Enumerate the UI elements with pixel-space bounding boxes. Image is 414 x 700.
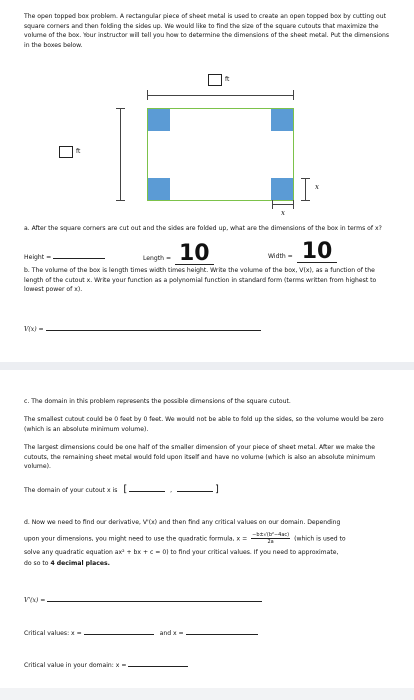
intro-paragraph: The open topped box problem. A rectangular piece of sheet metal is used to create an open topped box by cutting out square corners and then folding the sides up. We would like to find the size of the square cutouts that maximize the volume of the box. Your instructor will tell you how to determine the dimensions of the sheet metal. Put the dimensions in the boxes below. [24, 13, 390, 49]
top-dimension-tick-right [293, 90, 294, 100]
part-d-line2 [24, 532, 404, 545]
volume-row [24, 323, 261, 335]
bottom-x-tick-left [272, 200, 273, 209]
height-answer-field[interactable] [53, 251, 105, 259]
part-b-question: b. The volume of the box is length times width times height. Write the volume of the box, V(x), as a function of the length of the cutout x. Write your function as a polynomial function in standard form (terms written from highest to lowest power of x). [24, 267, 377, 293]
corner-cutout-bottom-right [271, 178, 293, 200]
right-x-label: x [315, 183, 319, 191]
critical-value-1-field[interactable] [84, 627, 154, 635]
part-d-line4 [24, 559, 394, 569]
bottom-x-label: x [281, 209, 285, 217]
sheet-width-input[interactable] [59, 146, 73, 158]
critical-in-domain-label: Critical value in your domain: x = [24, 662, 127, 669]
domain-comma: , [170, 487, 173, 494]
volume-answer-field[interactable] [46, 323, 261, 331]
part-a-question: a. After the square corners are cut out and the sides are folded up, what are the dimensions of the box in terms of x? [24, 225, 382, 232]
critical-and-label: and x = [159, 630, 184, 637]
width-row [268, 239, 337, 264]
part-d-line4-bold: 4 decimal places. [50, 560, 110, 567]
length-answer-field[interactable]: 10 [175, 244, 214, 265]
part-d-line3: solve any quadratic equation ax² + bx + c = 0) to find your critical values. If you need to approximate, [24, 549, 339, 556]
derivative-label: V'(x) = [24, 597, 46, 604]
sheet-length-input[interactable] [208, 74, 222, 86]
left-dimension-tick-top [116, 108, 125, 109]
corner-cutout-bottom-left [148, 178, 170, 200]
domain-close-bracket: ] [214, 484, 219, 495]
length-row [143, 241, 214, 266]
domain-label: The domain of your cutout x is [24, 487, 118, 494]
critical-values-row [24, 627, 258, 639]
critical-in-domain-row [24, 659, 188, 671]
derivative-row [24, 594, 262, 606]
formula-denominator: 2a [267, 539, 274, 545]
critical-value-2-field[interactable] [186, 627, 258, 635]
derivative-answer-field[interactable] [47, 594, 262, 602]
bottom-x-line [272, 204, 294, 205]
part-c-largest: The largest dimensions could be one half of the smaller dimension of your piece of sheet metal. After we make the cutouts, the remaining sheet metal would fold upon itself and have no volume (which is also an absolute minimum volume). [24, 444, 376, 470]
top-dimension-line [147, 95, 294, 96]
right-x-tick-top [301, 178, 310, 179]
corner-cutout-top-right [271, 109, 293, 131]
part-d-line4-pre: do so to [24, 560, 49, 567]
bottom-x-tick-right [293, 200, 294, 209]
part-c-smallest: The smallest cutout could be 0 feet by 0 feet. We would not be able to fold up the sides, so the volume would be zero (which is an absolute minimum volume). [24, 416, 384, 433]
part-d-line2-post: (which is used to [294, 535, 346, 543]
domain-row [24, 484, 219, 496]
right-x-line [305, 178, 306, 200]
part-d-line2-pre: upon your dimensions, you might need to use the quadratic formula, x = [24, 535, 248, 543]
bottom-toolbar-strip [0, 688, 414, 700]
height-row [24, 251, 105, 263]
part-c-intro: c. The domain in this problem represents the possible dimensions of the square cutout. [24, 398, 291, 405]
left-dimension-line [120, 108, 121, 201]
length-label: Length = [143, 255, 172, 262]
top-unit-label: ft [225, 76, 230, 83]
domain-lower-field[interactable] [129, 484, 165, 492]
volume-label: V(x) = [24, 326, 44, 333]
top-dimension-tick-left [147, 90, 148, 100]
part-d-line1: d. Now we need to find our derivative, V'(x) and then find any critical values on our domain. Depending [24, 519, 341, 526]
left-dimension-tick-bottom [116, 200, 125, 201]
left-unit-label: ft [76, 148, 81, 155]
domain-open-bracket: [ [123, 484, 128, 495]
width-label: Width = [268, 253, 293, 260]
quadratic-formula [251, 532, 290, 545]
section-divider [0, 362, 414, 370]
domain-upper-field[interactable] [177, 484, 213, 492]
height-label: Height = [24, 254, 52, 261]
right-x-tick-bottom [301, 200, 310, 201]
width-answer-field[interactable]: 10 [297, 242, 338, 263]
formula-numerator: −b±√(b²−4ac) [252, 532, 290, 538]
corner-cutout-top-left [148, 109, 170, 131]
critical-values-label: Critical values: x = [24, 630, 82, 637]
critical-in-domain-field[interactable] [128, 659, 188, 667]
